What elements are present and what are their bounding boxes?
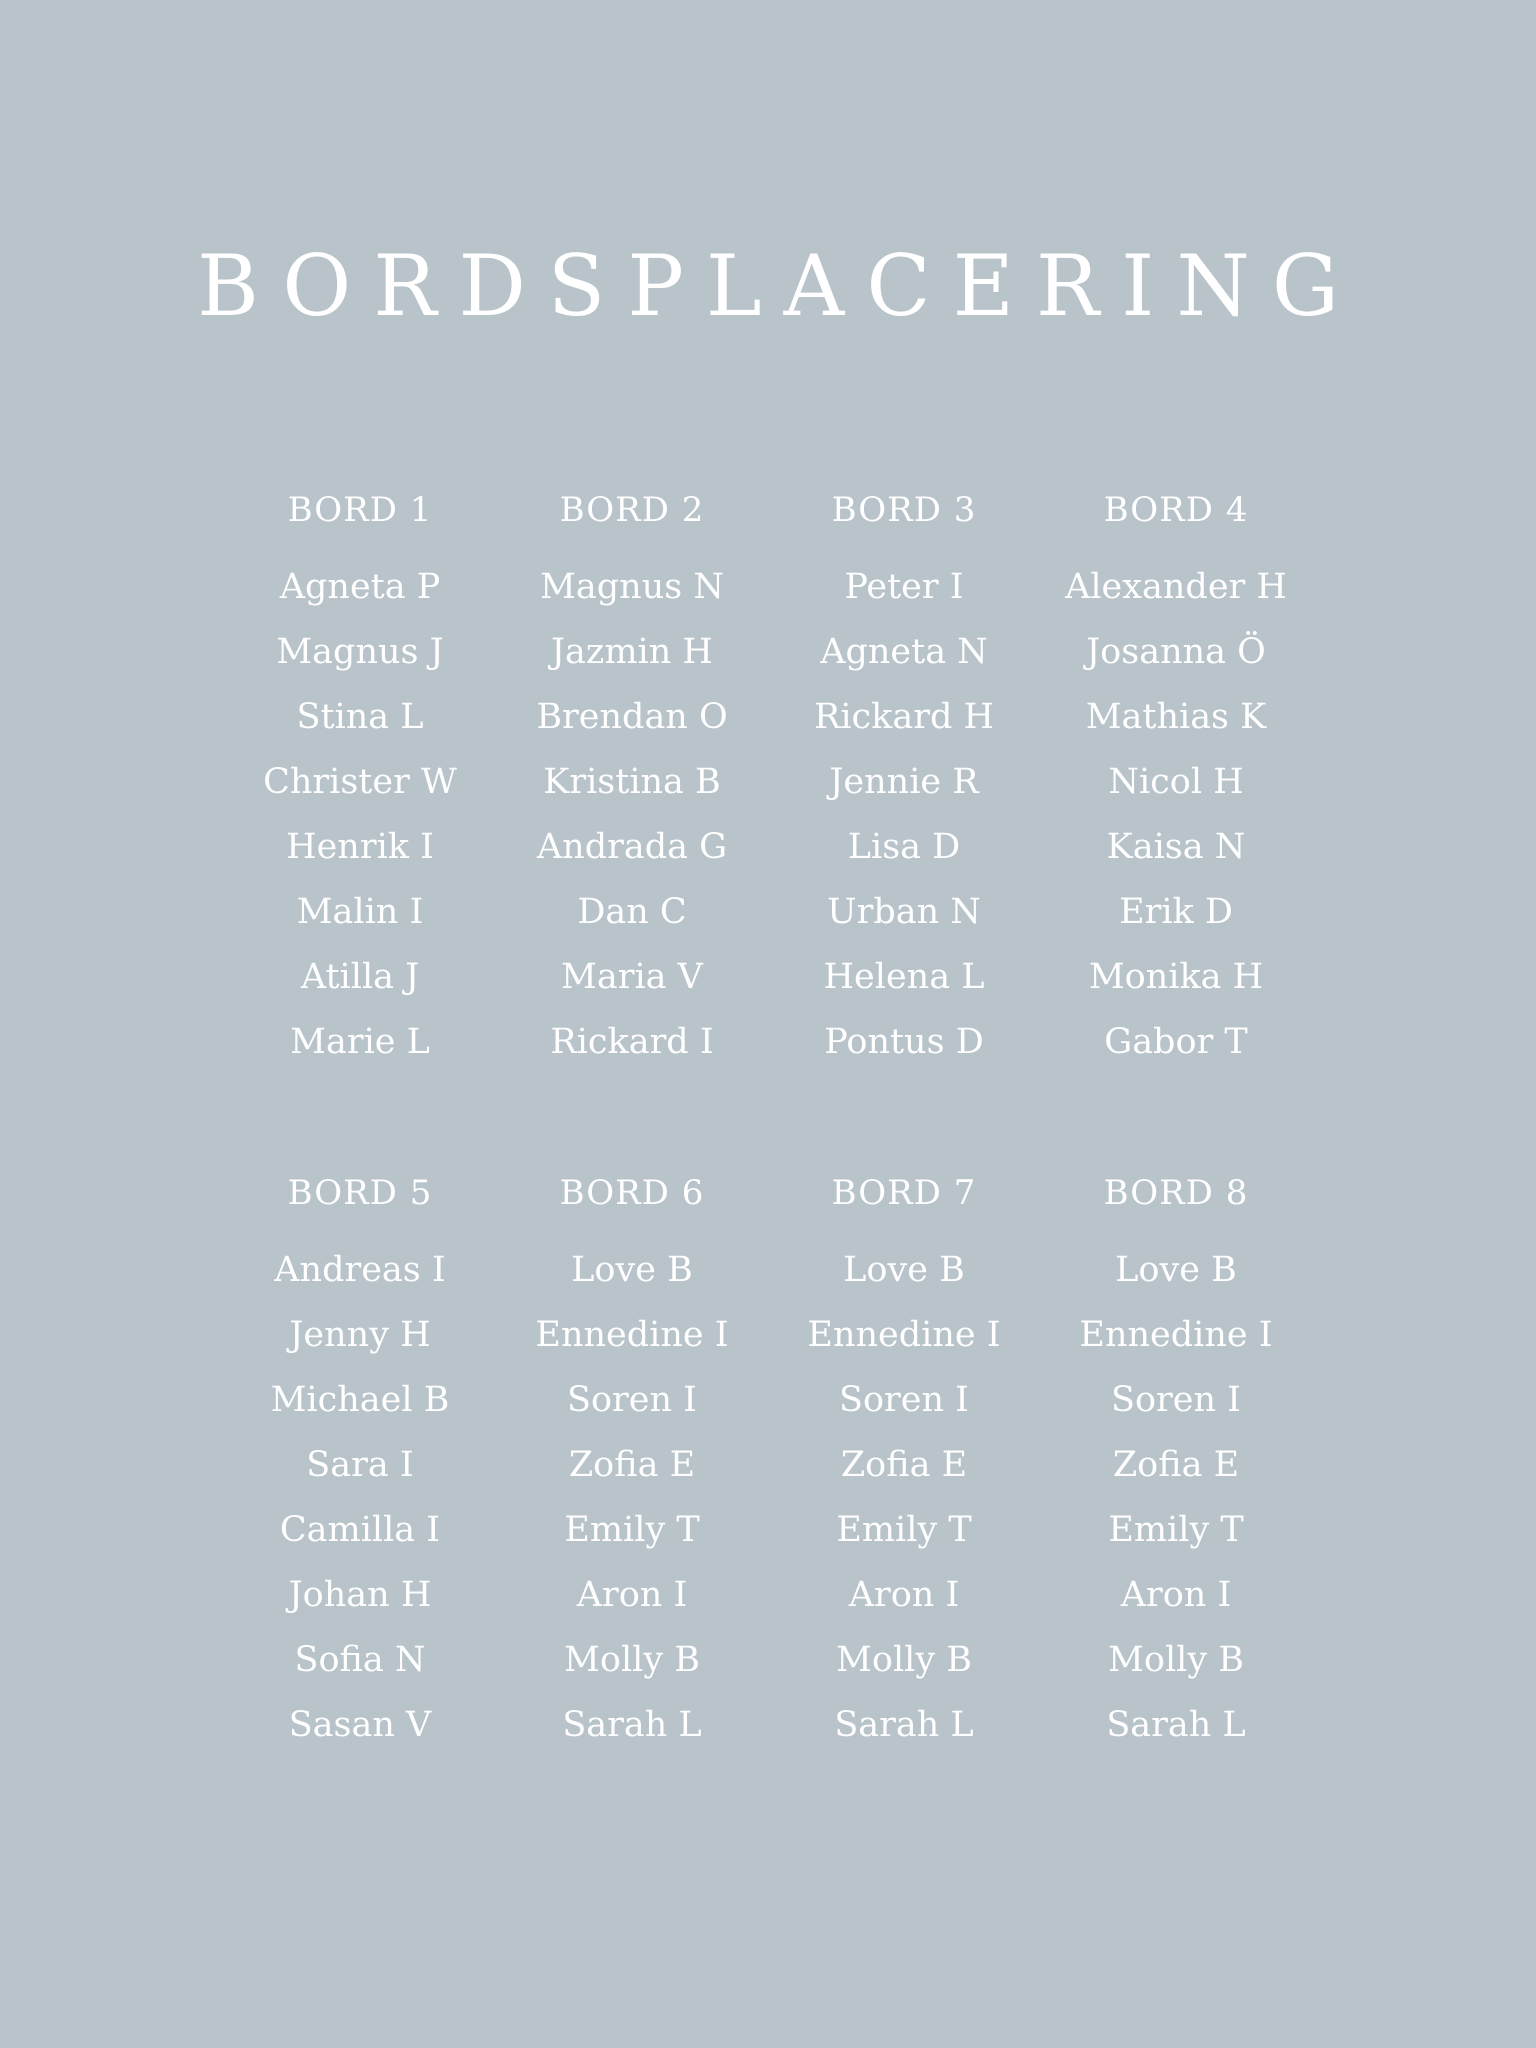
guest-name: Christer W xyxy=(263,762,457,802)
guest-name: Brendan O xyxy=(536,697,728,737)
guest-name: Andrada G xyxy=(536,827,728,867)
guest-name: Ennedine I xyxy=(807,1315,1001,1355)
seating-grid xyxy=(240,490,1296,1758)
table-heading: BORD 6 xyxy=(559,1173,705,1213)
guest-name: Camilla I xyxy=(279,1510,441,1550)
guest-name: Soren I xyxy=(567,1380,697,1420)
guest-name: Ennedine I xyxy=(1079,1315,1273,1355)
table-heading: BORD 8 xyxy=(1103,1173,1249,1213)
guest-name: Dan C xyxy=(577,892,687,932)
guest-name: Rickard H xyxy=(813,697,994,737)
table-5 xyxy=(240,1173,480,1758)
guest-name: Molly B xyxy=(836,1640,972,1680)
guest-name: Malin I xyxy=(296,892,424,932)
guest-name: Love B xyxy=(571,1250,693,1290)
guest-name: Kaisa N xyxy=(1106,827,1246,867)
guest-name: Love B xyxy=(843,1250,965,1290)
guest-name: Atilla J xyxy=(300,957,420,997)
guest-name: Sofia N xyxy=(294,1640,426,1680)
table-heading: BORD 4 xyxy=(1103,490,1249,530)
guest-name: Jenny H xyxy=(289,1315,431,1355)
guest-name: Zofia E xyxy=(568,1445,696,1485)
guest-name: Magnus J xyxy=(276,632,444,672)
guest-name: Magnus N xyxy=(540,567,724,607)
guest-name: Sarah L xyxy=(834,1705,974,1745)
guest-name: Sara I xyxy=(306,1445,414,1485)
guest-name: Aron I xyxy=(848,1575,960,1615)
guest-name: Soren I xyxy=(1111,1380,1241,1420)
guest-name: Andreas I xyxy=(274,1250,446,1290)
guest-name: Lisa D xyxy=(847,827,961,867)
guest-name: Josanna Ö xyxy=(1086,632,1266,672)
table-heading: BORD 1 xyxy=(287,490,433,530)
table-heading: BORD 5 xyxy=(287,1173,433,1213)
table-4 xyxy=(1056,490,1296,1075)
table-heading: BORD 3 xyxy=(831,490,977,530)
guest-name: Sarah L xyxy=(1106,1705,1246,1745)
table-3 xyxy=(784,490,1024,1075)
guest-name: Henrik I xyxy=(286,827,434,867)
guest-name: Molly B xyxy=(1108,1640,1244,1680)
guest-name: Zofia E xyxy=(1112,1445,1240,1485)
guest-name: Emily T xyxy=(564,1510,700,1550)
table-heading: BORD 7 xyxy=(831,1173,977,1213)
guest-name: Stina L xyxy=(296,697,424,737)
guest-name: Love B xyxy=(1115,1250,1237,1290)
guest-name: Sasan V xyxy=(288,1705,432,1745)
guest-name: Jazmin H xyxy=(551,632,713,672)
guest-name: Ennedine I xyxy=(535,1315,729,1355)
table-row-bottom xyxy=(240,1173,1296,1758)
guest-name: Marie L xyxy=(290,1022,430,1062)
guest-name: Mathias K xyxy=(1085,697,1267,737)
guest-name: Urban N xyxy=(827,892,981,932)
guest-name: Soren I xyxy=(839,1380,969,1420)
guest-name: Aron I xyxy=(576,1575,688,1615)
guest-name: Johan H xyxy=(288,1575,432,1615)
guest-name: Molly B xyxy=(564,1640,700,1680)
guest-name: Rickard I xyxy=(550,1022,714,1062)
guest-name: Emily T xyxy=(1108,1510,1244,1550)
guest-name: Nicol H xyxy=(1108,762,1244,802)
guest-name: Agneta N xyxy=(820,632,988,672)
guest-name: Zofia E xyxy=(840,1445,968,1485)
table-7 xyxy=(784,1173,1024,1758)
guest-name: Kristina B xyxy=(543,762,721,802)
guest-name: Jennie R xyxy=(829,762,979,802)
guest-name: Michael B xyxy=(270,1380,450,1420)
guest-name: Monika H xyxy=(1088,957,1264,997)
guest-name: Agneta P xyxy=(279,567,441,607)
guest-name: Aron I xyxy=(1120,1575,1232,1615)
guest-name: Emily T xyxy=(836,1510,972,1550)
table-8 xyxy=(1056,1173,1296,1758)
guest-name: Peter I xyxy=(844,567,964,607)
table-2 xyxy=(512,490,752,1075)
guest-name: Alexander H xyxy=(1065,567,1287,607)
guest-name: Helena L xyxy=(823,957,985,997)
table-1 xyxy=(240,490,480,1075)
guest-name: Sarah L xyxy=(562,1705,702,1745)
table-row-top xyxy=(240,490,1296,1075)
table-6 xyxy=(512,1173,752,1758)
page-title: BORDSPLACERING xyxy=(197,237,1361,335)
guest-name: Gabor T xyxy=(1104,1022,1248,1062)
table-heading: BORD 2 xyxy=(559,490,705,530)
guest-name: Erik D xyxy=(1119,892,1233,932)
guest-name: Pontus D xyxy=(824,1022,984,1062)
guest-name: Maria V xyxy=(561,957,703,997)
